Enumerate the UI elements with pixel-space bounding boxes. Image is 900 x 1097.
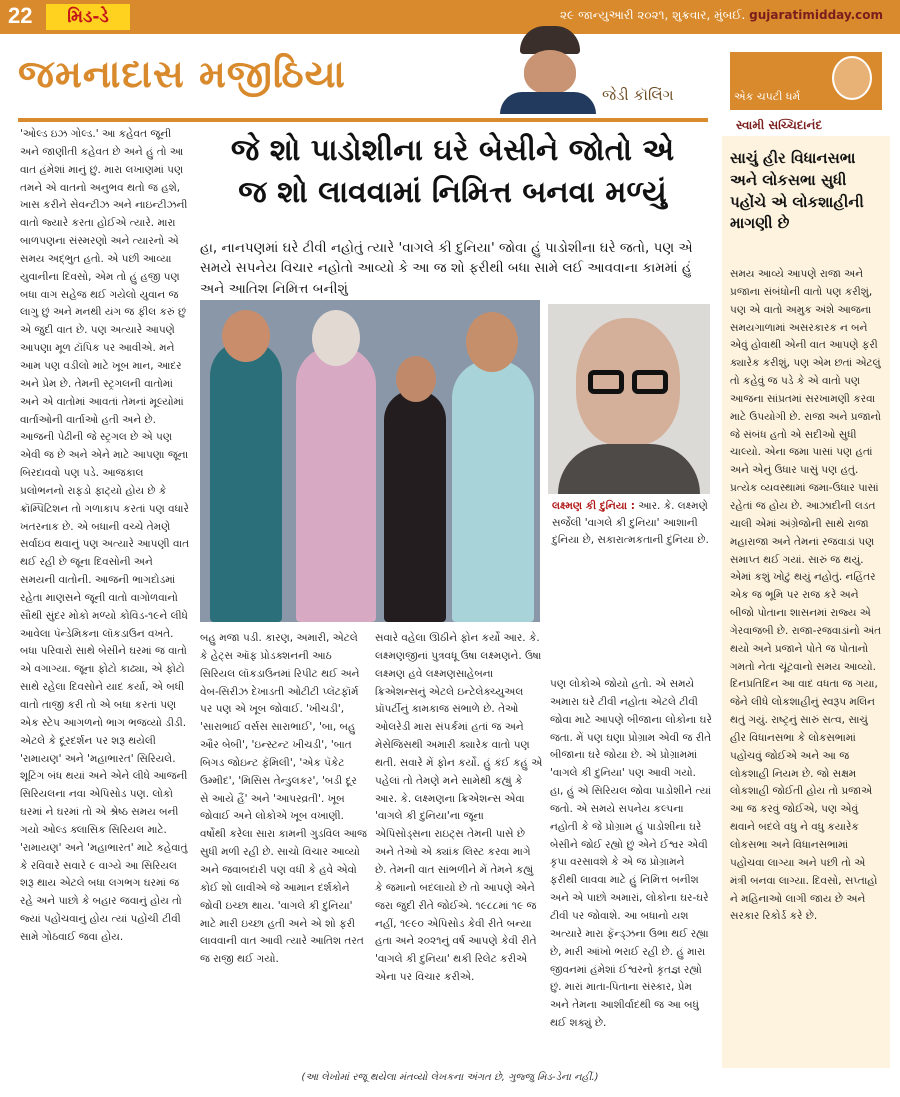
author-photo-body (500, 92, 596, 114)
sidebar-author-photo (832, 56, 872, 100)
article-column-1: 'ઓલ્ડ ઇઝ ગોલ્ડ.' આ કહેવત જૂની અને જાણીતી કહેવત છે અને હું તો આ વાત હંમેશાં માનું છું. મારા લખાણમાં પણ તમને એ વાતનો અનુભવ થતો જ હશે, ખાસ કરીને સેવન્ટીઝ અને નાઇન્ટીઝની વાતો જ્યારે કરતા હોઈએ ત્યારે. મારા બાળપણના સંસ્મરણો અને ત્યારનો એ સમય અદ્ભુત હતો. એ પછી આવ્યા યુવાનીના દિવસો, એમ તો હું હજી પણ બધા વાગ સહેજ થઈ ગયેલો યુવાન જ લાગુ છું અને મનથી યંગ જ ફીલ કરું છું એ જુદી વાત છે. પણ અત્યારે આપણે આપણા મૂળ ટૉપિક પર આવીએ. મને આમ પણ વડીલો માટે ખૂબ માન, આદર અને પ્રેમ છે. તેમની સ્ટ્રગલની વાતોમાં અને એ વાતોમાં આવતાં તેમનાં મૂલ્યોમાં વાર્તાઓની વાર્તાઓ હતી અને છે. આજની પેઢીની જે સ્ટ્રગલ છે એ પણ એવી જ છે અને એને માટે આપણા જૂના બિરદાવવો પણ પડે. આજકાલ પ્રલોભનનો રાફડો ફાટ્યો હોય છે કે ક્રૉમ્પિટિશન તો ગળાકાપ કરતાં પણ વધારે ખતરનાક છે. એ બધાની વચ્ચે તેમણે સર્વાઇવ થવાનું પણ અત્યારે આપણી વાત થઈ રહી છે જૂના દિવસોની અને સમયની વાતોની. આજની ભાગદોડમાં રહેતા માણસને જૂની વાતો વાગોળવાનો સૌથી સુંદર મોકો મળ્યો કોવિડ-૧૯ને લીધે આવેલા પૅન્ડેમિકના લૉકડાઉન વખતે. બધા પરિવારો સાથે બેસીને ઘરમાં જ વાતો એ વગાગ્યા. જૂના ફોટો કાઢ્યા, એ ફોટો સાથે રહેલા દિવસોને યાદ કર્યા, એ બધી વાતો તાજી કરી તો એ બધા કરતાં પણ એક સ્ટેપ આગળનો ભાગ ભજવ્યો ડીડી. એટલે કે દૂરદર્શન પર શરૂ થયેલી 'રામાયણ' અને 'મહાભારત' સિરિયલે. શૂટિંગ બંધ થયાં અને એને લીધે આજની સિરિયલના નવા એપિસોડ પણ. લોકો ઘરમાં ને ઘરમાં તો એ શ્રેષ્ઠ સમય બની ગયો ઓલ્ડ ક્લાસિક સિરિયલ માટે. 'રામાયણ' અને 'મહાભારત' માટે કહેવાતું કે રવિવારે સવારે ૯ વાગ્યે આ સિરિયલ શરૂ થાય એટલે બધા લગભગ ઘરમાં જ રહે અને પાછો કે બહાર જવાનું હોય તો જ્યાં પહોંચવાનું હોય ત્યાં પહોંચી ટીવી સામે ગોઠવાઈ જવા હોય. (20, 128, 190, 943)
article-column-2: બહુ મજા પડી. કારણ, અમારી, એટલે કે હેટ્સ ઑફ પ્રોડક્શનની આઠ સિરિયલ લૉકડાઉનમાં રિપીટ થઈ અને વેબ-સિરીઝ દેખાડતી ઓટીટી પ્લૅટફૉર્મ પર પણ એ ખૂબ જોવાઈ. 'ખીચડી', 'સારાભાઈ વર્સસ સારાભાઈ', 'બા, બહુ ઔર બેબી', 'ઇન્સ્ટન્ટ ખીચડી', 'બાત બિગડ જોઇન્ટ ફૅમિલી', 'એક પૅકેટ ઉમ્મીદ', 'મિસિસ તેન્ડુલકર', 'બડી દૂર સે આયે હૈં' અને 'આપરવ્રતી'. ખૂબ જોવાઈ અને લોકોએ ખૂબ વખાણી. વર્ષોથી કરેલા સારા કામની ગુડવિલ આજ સુધી મળી રહી છે. સાચો વિચાર આવ્યો અને જવાબદારી પણ વધી કે હવે એવો કોઈ શો લાવીએ જે આમાન દર્શકોને જોવી ઇચ્છા થાય. 'વાગલે કી દુનિયા' માટે મારી ઇચ્છા હતી અને એ શો ફરી લાવવાની વાત આવી ત્યારે આતિશ તરત જ રાજી થઈ ગયો. (200, 632, 367, 966)
glasses-left (588, 370, 624, 394)
cast-member-2-head (312, 310, 360, 366)
page-number: 22 (8, 3, 33, 28)
sidebar-headline: સાચું હીર વિધાનસભા અને લોકસભા સુધી પહોંચે એ લોકશાહીની માગણી છે (730, 149, 864, 233)
glasses-right (632, 370, 668, 394)
sidebar-tag: એક ચપટી ધર્મ (734, 90, 801, 103)
divider (18, 118, 708, 122)
cast-photo (200, 300, 540, 622)
sidebar-body: સમય આવ્યે આપણે રાજા અને પ્રજાના સંબંધોની વાતો પણ કરીશું, પણ એ વાતો અમુક અંશે આજના સમયગાળામાં અસરકારક ન બને એવું હોવાથી એની વાત આપણે ફરી ક્યારેક કરીશું, પણ એમ છતાં એટલું તો કહેવું જ પડે કે એ વાતો પણ આજના સાંપ્રતમાં સરખામણી કરવા માટે ઉપયોગી છે. રાજા અને પ્રજાનો જે સંબંધ હતો એ સદીઓ સુધી ચાલ્યો. એના જમા પાસાં પણ હતાં અને એનું ઉધાર પાસું પણ હતું. પ્રત્યેક વ્યવસ્થામાં જમા-ઉધાર પાસાં રહેતાં જ હોય છે. આઝાદીની લડત ચાલી એમાં અંગ્રેજોની સાથે રાજા મહારાજા અને તેમનાં રજવાડાં પણ સમાપ્ત થઈ ગયાં. સારું જ થયું. એમાં કશું ખોટું થયું નહોતું. નહિંતર એક જ ભૂમિ પર રાજ કરે અને બીજો પોતાના શાસનમાં રાજ્ય એ ગેરવાજબી છે. રાજા-રજવાડાંનો અંત થયો અને પ્રજાને પોતે જ પોતાનો ગમતો નેતા ચૂંટવાનો સમય આવ્યો. દિનપ્રતિદિન આ વાદ વધતા જ ગયા, જેને લીધે લોકશાહીનું સ્વરૂપ મલિન થતું ગયું. રાષ્ટ્રનું સારું સત્વ, સાચું હીર વિધાનસભા કે લોકસભામાં પહોંચવું જોઈએ અને આ જ લોકશાહી નિયમ છે. જો સક્ષમ લોકશાહી જોઈતી હોય તો પ્રજાએ આ જ કરવું જોઈએ, પણ એવું થવાને બદલે વધુ ને વધુ કયારેક લોકસભા અને વિધાનસભામાં પહોંચવા લાગ્યા અને પછી તો એ મંત્રી બનવા લાગ્યા. દિવસો, સપ્તાહો ને મહિનાઓ લાગી જાય છે અને સરકાર રિકોર્ડ કરે છે. (730, 268, 882, 923)
disclaimer: (આ લેખોમાં રજૂ થયેલા મંતવ્યો લેખકના અંગત છે, ગુજ્જુ મિડ-ડેના નહીં.) (301, 1072, 599, 1083)
article-deck: હા, નાનપણમાં ઘરે ટીવી નહોતું ત્યારે 'વાગલે કી દુનિયા' જોવા હું પાડોશીના ઘરે જતો, પણ એ સમયે સપનેય વિચાર નહોતો આવ્યો કે આ જ શો ફરીથી બધા સામે લઈ આવવાના કામમાં હું અને આતિશ નિમિત્ત બનીશું (200, 240, 693, 297)
article-column-3: સવારે વહેલા ઊઠીને ફોન કર્યો આર. કે. લક્ષ્મણજીનાં પુત્રવધૂ ઉષા લક્ષ્મણને. ઉષા લક્ષ્મણ હવે લક્ષ્મણસાહેબના ક્રિએશન્સનું એટલે ઇન્ટેલેક્ચ્યુઅલ પ્રૉપર્ટીનું કામકાજ સંભાળે છે. તેઓ ઓલરેડી મારા સંપર્કમાં હતાં જ અને મેસેજિસથી અમારી ક્યારેક વાતો પણ થતી. સવારે મેં ફોન કર્યો. હું કંઈ કહું એ પહેલાં તો તેમણે મને સામેથી કહ્યું કે આર. કે. લક્ષ્મણના ક્રિએશન્સ એવા 'વાગલે કી દુનિયા'ના જૂના એપિસોડ્સના રાઇટ્સ તેમની પાસે છે અને તેઓ એ ક્યાંક લિસ્ટ કરવા માગે છે. તેમની વાત સાંભળીને મેં તેમને કહ્યું કે જમાનો બદલાયો છે તો આપણે એને જરા જુદી રીતે જોઈએ. ૧૯૮૮માં ૧૯ જ નહીં, ૧૯૯૦ એપિસોડ કેવી રીતે બન્યા હતા અને ૨૦૨૧નું વર્ષ આપણે કેવી રીતે 'વાગલે કી દુનિયા' થકી રિલેટ કરીએ એના પર વિચાર કરીએ. (375, 632, 543, 984)
cast-member-4 (452, 360, 534, 622)
cast-member-1 (210, 340, 282, 622)
dateline: ૨૯ જાન્યુઆરી ૨૦૨૧, શુક્રવાર, મુંબઈ. gujaratimidday.com (560, 8, 884, 22)
column-masthead: જમનાદાસ મજીઠિયા (18, 52, 346, 96)
cast-member-3-head (396, 356, 436, 402)
photo-caption: લક્ષ્મણ કી દુનિયા : આર. કે. લક્ષ્મણે સર્જેલી 'વાગલે કી દુનિયા' આશાની દુનિયા છે, સકારાત્મકતાની દુનિયા છે. (552, 500, 709, 546)
article-headline: જે શો પાડોશીના ઘરે બેસીને જોતો એ જ શો લાવવામાં નિમિત્ત બનવા મળ્યું (230, 133, 675, 210)
cast-member-4-head (466, 312, 518, 372)
sidebar-author: સ્વામી સચ્ચિદાનંદ (736, 118, 823, 132)
author-photo (524, 50, 576, 94)
cast-member-1-head (222, 310, 270, 362)
site-url[interactable]: gujaratimidday.com (749, 8, 884, 22)
laxman-photo (548, 304, 710, 494)
column-series: જેડી કૉલિંગ (602, 86, 674, 104)
article-column-4: પણ લોકોએ જોયો હતો. એ સમયે અમારા ઘરે ટીવી નહોતા એટલે ટીવી જોવા માટે આપણે બીજાના લોકોના ઘરે જતા. મેં પણ ઘણા પ્રોગ્રામ એવી જ રીતે બીજાના ઘરે જોયા છે. એ પ્રોગ્રામમાં 'વાગલે કી દુનિયા' પણ આવી ગયો. હા, હું એ સિરિયલ જોવા પાડોશીને ત્યાં જતો. એ સમયે સપનેય કલ્પના નહોતી કે જે પ્રોગ્રામ હું પાડોશીના ઘરે બેસીને જોઈ રહ્યો છું એને ઈશ્વર એવી કૃપા વરસાવશે કે એ જ પ્રોગ્રામને ફરીથી લાવવા માટે હું નિમિત્ત બનીશ અને એ પાછો અમારાં, લોકોના ઘર-ઘરે ટીવી પર જોવાશે. આ બધાનો યશ અત્યારે મારા ફૅન્ડ્ઝના ઉભા થઈ રહ્યા છે, મારી આંખો ભરાઈ રહી છે. હું મારા જીવનમાં હંમેશાં ઈશ્વરનો કૃતજ્ઞ રહ્યો છું. મારાં માતા-પિતાના સંસ્કાર, પ્રેમ અને તેમના આશીર્વાદથી જ આ બધું થઈ શક્યું છે. (550, 678, 712, 1030)
section-tag: મિડ-ડે (46, 4, 130, 30)
cast-member-3 (384, 390, 446, 622)
cast-member-2 (296, 346, 376, 622)
laxman-shoulders (558, 444, 700, 494)
